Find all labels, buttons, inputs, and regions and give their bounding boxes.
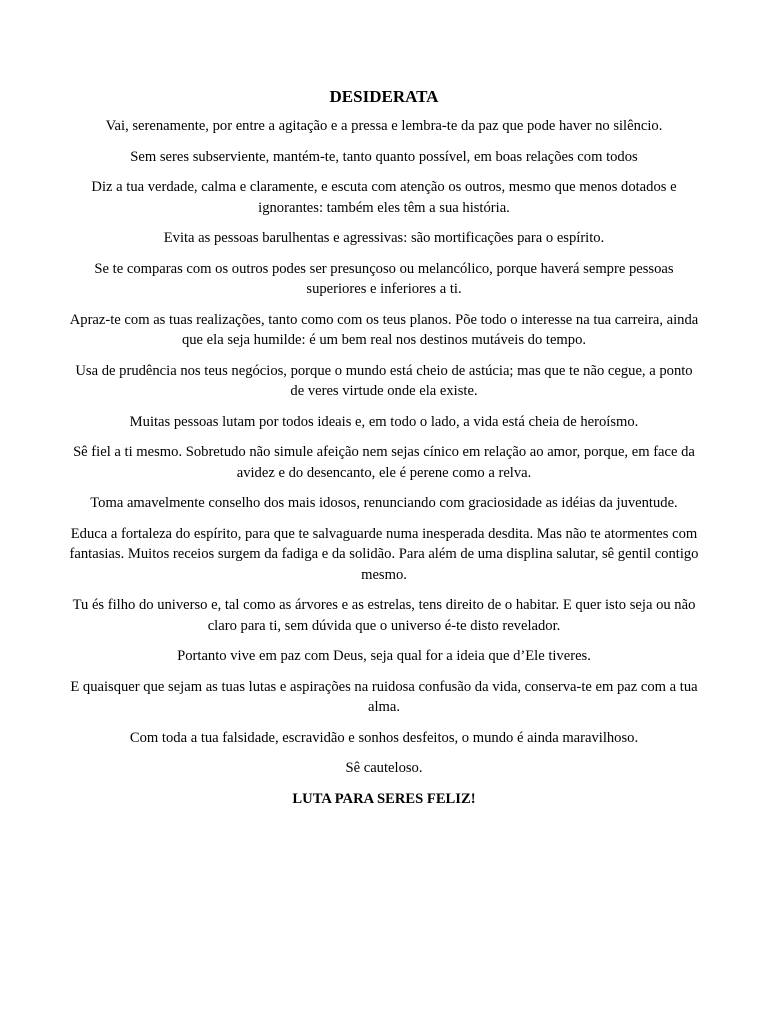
- paragraph: Com toda a tua falsidade, escravidão e sonhos desfeitos, o mundo é ainda maravilhoso.: [129, 729, 639, 746]
- paragraph: Vai, serenamente, por entre a agitação e a pressa e lembra-te da paz que pode haver no silêncio.: [105, 118, 663, 134]
- document-body: [68, 116, 700, 779]
- document-title: DESIDERATA: [329, 87, 439, 106]
- paragraph: Usa de prudência nos teus negócios, porque o mundo está cheio de astúcia; mas que te não cegue, a ponto de veres virtude onde ela existe.: [75, 362, 693, 399]
- paragraph: Muitas pessoas lutam por todos ideais e, em todo o lado, a vida está cheia de heroísmo.: [129, 413, 639, 430]
- paragraph: Sê cauteloso.: [345, 760, 423, 776]
- paragraph: Evita as pessoas barulhentas e agressivas: são mortificações para o espírito.: [163, 230, 605, 246]
- paragraph: Educa a fortaleza do espírito, para que te salvaguarde numa inesperada desdita. Mas não te atormentes com fantasias. Muitos receios surgem da fadiga e da solidão. Para além de uma displina salutar, sê gentil contigo mesmo.: [69, 525, 699, 583]
- paragraph: Diz a tua verdade, calma e claramente, e escuta com atenção os outros, mesmo que menos dotados e ignorantes: também eles têm a sua história.: [91, 179, 677, 216]
- closing-line: LUTA PARA SERES FELIZ!: [292, 790, 476, 807]
- paragraph: E quaisquer que sejam as tuas lutas e aspirações na ruidosa confusão da vida, conserva-te em paz com a tua alma.: [70, 678, 698, 715]
- paragraph: Se te comparas com os outros podes ser presunçoso ou melancólico, porque haverá sempre pessoas superiores e inferiores a ti.: [94, 260, 674, 297]
- paragraph: Apraz-te com as tuas realizações, tanto como com os teus planos. Põe todo o interesse na tua carreira, ainda que ela seja humilde: é um bem real nos destinos mutáveis do tempo.: [69, 311, 699, 348]
- paragraph: Sem seres subserviente, mantém-te, tanto quanto possível, em boas relações com todos: [130, 148, 638, 165]
- paragraph: Tu és filho do universo e, tal como as árvores e as estrelas, tens direito de o habitar. E quer isto seja ou não claro para ti, sem dúvida que o universo é-te disto revelador.: [72, 597, 696, 634]
- paragraph: Sê fiel a ti mesmo. Sobretudo não simule afeição nem sejas cínico em relação ao amor, porque, em face da avidez e do desencanto, ele é perene como a relva.: [73, 444, 695, 481]
- paragraph: Toma amavelmente conselho dos mais idosos, renunciando com graciosidade as idéias da juventude.: [90, 495, 678, 511]
- paragraph: Portanto vive em paz com Deus, seja qual for a ideia que d’Ele tiveres.: [177, 648, 591, 664]
